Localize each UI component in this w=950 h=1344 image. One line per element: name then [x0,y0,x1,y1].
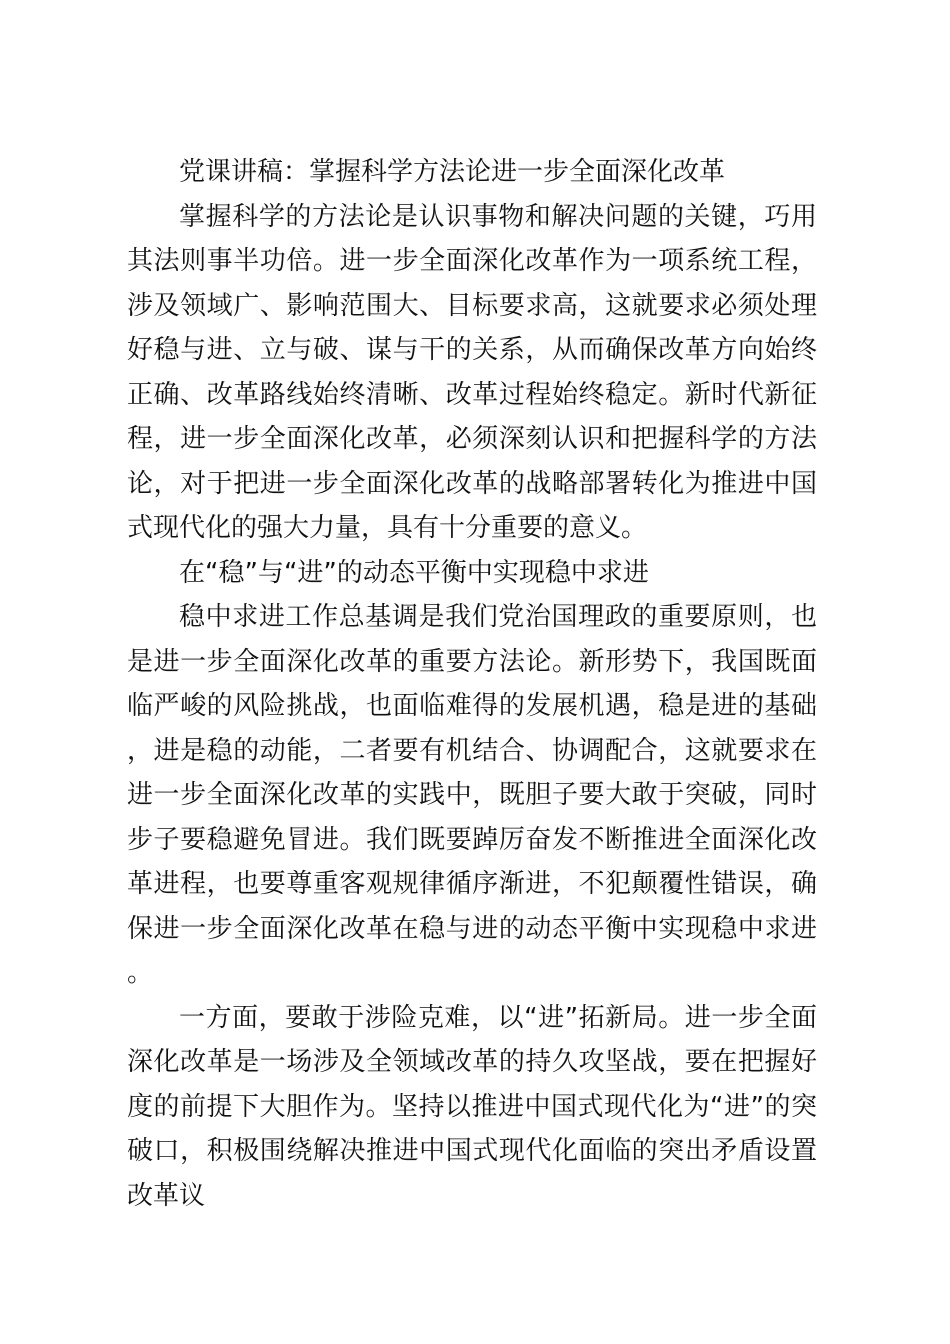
section-paragraph-1: 稳中求进工作总基调是我们党治国理政的重要原则，也是进一步全面深化改革的重要方法论。新形势下，我国既面临严峻的风险挑战，也面临难得的发展机遇，稳是进的基础，进是稳的动能，二者要有机结合、协调配合，这就要求在进一步全面深化改革的实践中，既胆子要大敢于突破，同时步子要稳避免冒进。我们既要踔厉奋发不断推进全面深化改革进程，也要尊重客观规律循序渐进，不犯颠覆性错误，确保进一步全面深化改革在稳与进的动态平衡中实现稳中求进。 [127,602,817,988]
section-heading: 在“稳”与“进”的动态平衡中实现稳中求进 [179,557,649,588]
document-body [127,150,817,1218]
section-paragraph-2: 一方面，要敢于涉险克难，以“进”拓新局。进一步全面深化改革是一场涉及全领域改革的持久攻坚战，要在把握好度的前提下大胆作为。坚持以推进中国式现代化为“进”的突破口，积极围绕解决推进中国式现代化面临的突出矛盾设置改革议 [127,1002,817,1211]
intro-paragraph: 掌握科学的方法论是认识事物和解决问题的关键，巧用其法则事半功倍。进一步全面深化改革作为一项系统工程，涉及领域广、影响范围大、目标要求高，这就要求必须处理好稳与进、立与破、谋与干的关系，从而确保改革方向始终正确、改革路线始终清晰、改革过程始终稳定。新时代新征程，进一步全面深化改革，必须深刻认识和把握科学的方法论，对于把进一步全面深化改革的战略部署转化为推进中国式现代化的强大力量，具有十分重要的意义。 [127,201,817,543]
document-title: 党课讲稿：掌握科学方法论进一步全面深化改革 [179,157,726,187]
